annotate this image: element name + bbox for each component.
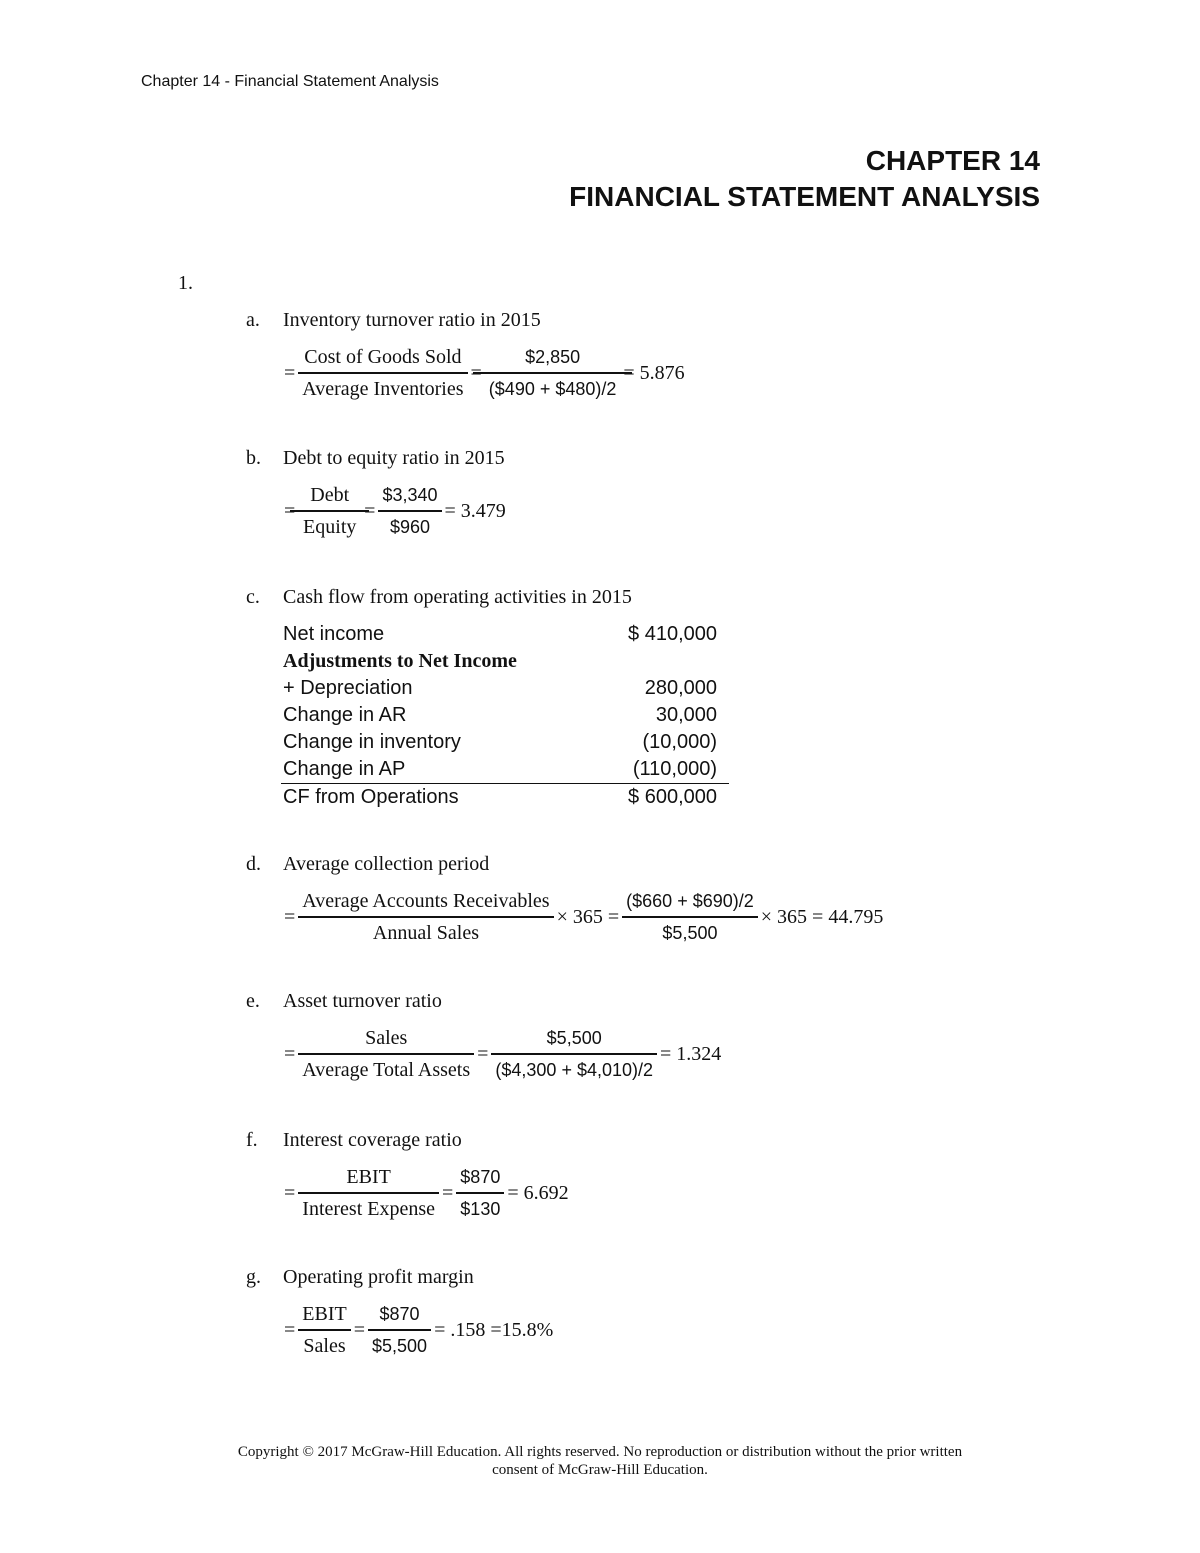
equals-sign: = [364,499,376,522]
numerator: Cost of Goods Sold [298,346,467,374]
fraction [300,1303,348,1357]
equals-sign: = [284,361,296,384]
result: = 3.479 [444,499,506,522]
item-g-heading: Operating profit margin [283,1266,474,1288]
fraction [300,484,359,538]
row-label: CF from Operations [283,786,459,808]
fraction [300,1166,437,1220]
fraction [300,346,465,400]
cash-flow-table [281,621,729,811]
row-label: Adjustments to Net Income [283,650,517,672]
footer-line-1: Copyright © 2017 McGraw-Hill Education. All rights reserved. No reproduction or distribution without the prior written [237,1444,963,1460]
item-d-formula [281,890,886,944]
item-g-letter: g. [246,1266,261,1288]
item-c-heading: Cash flow from operating activities in 2015 [283,586,632,608]
fraction [300,890,551,944]
row-label: Change in AP [281,756,585,784]
denominator: ($490 + $480)/2 [488,379,617,399]
result: = 6.692 [507,1181,569,1204]
equals-sign: = [353,1318,365,1341]
numerator: Average Accounts Receivables [298,890,553,918]
multiplier: × 365 = [556,905,620,928]
result: = .158 =15.8% [434,1318,554,1341]
item-d-letter: d. [246,853,261,875]
item-f-letter: f. [246,1129,258,1151]
chapter-number: CHAPTER 14 [865,145,1040,176]
denominator: $5,500 [662,923,718,943]
item-e-formula [281,1027,724,1081]
table-row [281,702,729,729]
item-c-letter: c. [246,586,260,608]
chapter-title [569,143,1040,215]
footer-line-2: consent of McGraw-Hill Education. [492,1462,708,1478]
table-row [281,648,729,675]
fraction [370,1303,429,1357]
denominator: $960 [389,517,430,537]
item-f-heading: Interest coverage ratio [283,1129,462,1151]
table-row-total [281,784,729,812]
fraction [380,484,439,538]
denominator: ($4,300 + $4,010)/2 [495,1060,654,1080]
denominator: $5,500 [372,1336,428,1356]
result: = 5.876 [623,361,685,384]
numerator: Sales [298,1027,474,1055]
equals-sign: = [284,1318,296,1341]
row-amount [585,648,729,675]
problem-number: 1. [178,272,193,294]
item-e-heading: Asset turnover ratio [283,990,442,1012]
equals-sign: = [284,905,296,928]
item-f-formula [281,1166,572,1220]
denominator: Equity [303,516,357,538]
table-row [281,675,729,702]
row-amount: 280,000 [644,677,717,699]
copyright-footer [0,1443,1200,1479]
item-d-heading: Average collection period [283,853,490,875]
numerator: $3,340 [378,484,441,512]
running-header: Chapter 14 - Financial Statement Analysis [141,73,439,90]
fraction [624,890,756,944]
row-amount: (10,000) [642,731,717,753]
item-a-heading: Inventory turnover ratio in 2015 [283,309,541,331]
fraction [493,1027,655,1081]
denominator: Sales [303,1335,346,1357]
row-label: + Depreciation [283,677,413,699]
denominator: Average Inventories [302,378,464,400]
fraction [300,1027,472,1081]
equals-sign: = [284,1042,296,1065]
item-b-letter: b. [246,447,261,469]
denominator: $130 [460,1199,501,1219]
fraction [458,1166,502,1220]
numerator: $870 [456,1166,504,1194]
item-a-letter: a. [246,309,260,331]
chapter-name: FINANCIAL STATEMENT ANALYSIS [569,181,1040,212]
table-row [281,729,729,756]
row-label: Change in inventory [283,731,461,753]
denominator: Average Total Assets [302,1059,471,1081]
equals-sign: = [442,1181,454,1204]
row-label: Change in AR [283,704,407,726]
numerator: EBIT [298,1303,350,1331]
numerator: $2,850 [473,346,633,374]
fraction [487,346,619,400]
numerator: EBIT [298,1166,439,1194]
numerator: $870 [368,1303,431,1331]
item-g-formula [281,1303,556,1357]
item-b-heading: Debt to equity ratio in 2015 [283,447,505,469]
numerator: Debt [290,484,369,512]
row-amount: (110,000) [585,756,729,784]
denominator: Annual Sales [372,922,479,944]
item-b-formula [281,484,509,538]
row-label: Net income [283,623,385,645]
equals-sign: = [284,1181,296,1204]
equals-sign: = [284,499,296,522]
row-amount: $ 600,000 [628,786,717,808]
equals-sign: = [470,361,482,384]
table-row [281,621,729,648]
numerator: ($660 + $690)/2 [622,890,758,918]
row-amount: $ 410,000 [628,623,717,645]
item-e-letter: e. [246,990,260,1012]
equals-sign: = [477,1042,489,1065]
row-amount: 30,000 [655,704,717,726]
item-a-formula [281,346,688,400]
result: × 365 = 44.795 [760,905,884,928]
numerator: $5,500 [491,1027,657,1055]
result: = 1.324 [660,1042,722,1065]
table-row [281,756,729,784]
denominator: Interest Expense [302,1198,436,1220]
